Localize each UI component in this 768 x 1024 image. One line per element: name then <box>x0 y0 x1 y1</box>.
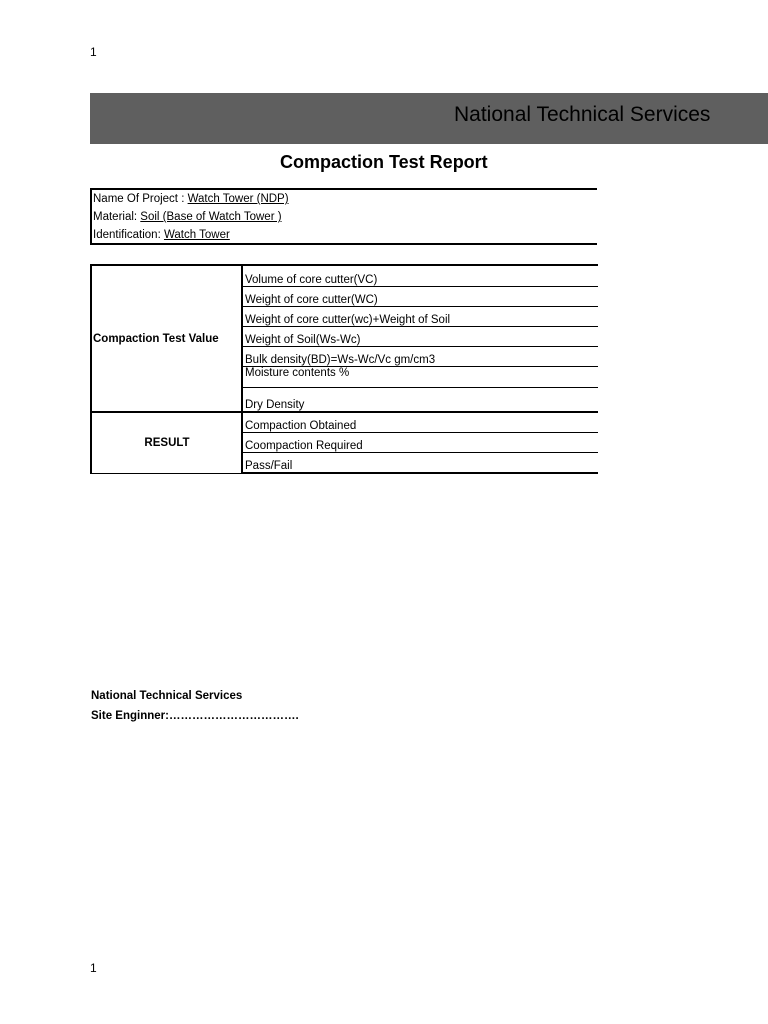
signature-organization: National Technical Services <box>91 690 243 702</box>
material-label: Material: <box>93 211 141 223</box>
identification-row <box>92 226 597 244</box>
param-weight-core-cutter: Weight of core cutter(WC) <box>242 286 598 306</box>
param-weight-cutter-plus-soil: Weight of core cutter(wc)+Weight of Soil <box>242 306 598 326</box>
result-compaction-required: Coompaction Required <box>242 432 598 452</box>
report-title: Compaction Test Report <box>280 152 488 172</box>
param-weight-soil: Weight of Soil(Ws-Wc) <box>242 326 598 346</box>
page-number-top: 1 <box>90 45 97 59</box>
table-row <box>91 265 598 286</box>
result-pass-fail: Pass/Fail <box>242 452 598 473</box>
compaction-test-table <box>90 264 598 474</box>
signature-block <box>91 686 299 726</box>
site-engineer-line: Site Enginner:……………………………. <box>91 710 299 722</box>
material-row <box>92 208 597 226</box>
table-row <box>91 412 598 432</box>
param-bulk-density: Bulk density(BD)=Ws-Wc/Vc gm/cm3 <box>242 346 598 366</box>
project-info <box>90 188 597 245</box>
param-moisture-contents: Moisture contents % <box>242 366 598 387</box>
page-number-bottom: 1 <box>90 961 97 975</box>
identification-value: Watch Tower <box>163 229 230 241</box>
material-value: Soil (Base of Watch Tower ) <box>140 211 282 223</box>
compaction-test-value-label: Compaction Test Value <box>91 265 242 412</box>
organization-name: National Technical Services <box>454 103 711 126</box>
param-dry-density: Dry Density <box>242 387 598 412</box>
banner-clip <box>90 93 711 144</box>
project-name-row <box>92 190 597 208</box>
project-name-value: Watch Tower (NDP) <box>187 193 289 205</box>
project-name-label: Name Of Project : <box>93 193 188 205</box>
result-compaction-obtained: Compaction Obtained <box>242 412 598 432</box>
param-volume-core-cutter: Volume of core cutter(VC) <box>242 265 598 286</box>
identification-label: Identification: <box>93 229 164 241</box>
header-banner <box>90 93 768 144</box>
result-label: RESULT <box>91 412 242 473</box>
